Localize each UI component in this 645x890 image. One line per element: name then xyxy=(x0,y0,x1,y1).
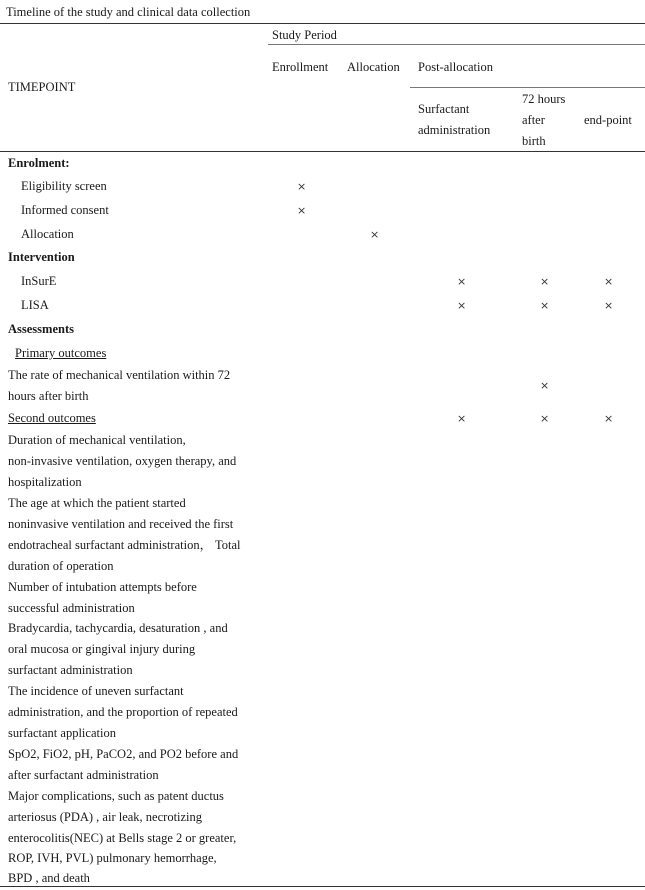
insure-72h-mark: × xyxy=(540,275,550,288)
secondary-outcome-line: arteriosus (PDA) , air leak, necrotizing xyxy=(8,810,203,824)
secondary-outcome-line: duration of operation xyxy=(8,559,114,573)
secondary-outcome-line: The incidence of uneven surfactant xyxy=(8,684,184,698)
lisa-72h-mark: × xyxy=(540,299,550,312)
lisa-label: LISA xyxy=(21,298,49,312)
allocation-header: Allocation xyxy=(347,60,400,74)
secondary-outcome-line: oral mucosa or gingival injury during xyxy=(8,642,196,656)
lisa-surfactant-mark: × xyxy=(457,299,467,312)
secondary-outcome-line: surfactant administration xyxy=(8,663,133,677)
primary-72h-mark: × xyxy=(540,379,550,392)
insure-label: InSurE xyxy=(21,274,57,288)
insure-endpoint-mark: × xyxy=(604,275,614,288)
secondary-outcome-line: Duration of mechanical ventilation, xyxy=(8,433,186,447)
study-period-header: Study Period xyxy=(272,28,337,42)
post-allocation-rule xyxy=(410,87,645,88)
lisa-endpoint-mark: × xyxy=(604,299,614,312)
consent-enrollment-mark: × xyxy=(297,204,307,217)
surfactant-header-line1: Surfactant xyxy=(418,102,470,116)
secondary-surfactant-mark: × xyxy=(457,412,467,425)
secondary-outcome-line: enterocolitis(NEC) at Bells stage 2 or greater, xyxy=(8,831,237,845)
informed-consent-label: Informed consent xyxy=(21,203,109,217)
primary-outcome-line: The rate of mechanical ventilation within 72 xyxy=(8,368,231,382)
assessments-section-title: Assessments xyxy=(8,322,74,336)
enrolment-section-title: Enrolment: xyxy=(8,156,70,170)
secondary-outcome-line: successful administration xyxy=(8,601,135,615)
secondary-outcome-line: ROP, IVH, PVL) pulmonary hemorrhage, xyxy=(8,851,217,865)
secondary-72h-mark: × xyxy=(540,412,550,425)
enrollment-header: Enrollment xyxy=(272,60,329,74)
secondary-outcome-line: noninvasive ventilation and received the first xyxy=(8,517,234,531)
secondary-outcome-line: after surfactant administration xyxy=(8,768,159,782)
allocation-allocation-mark: × xyxy=(370,228,380,241)
eligibility-screen-label: Eligibility screen xyxy=(21,179,107,193)
secondary-outcome-line: Number of intubation attempts before xyxy=(8,580,197,594)
secondary-outcome-line: endotracheal surfactant administration， Total xyxy=(8,538,241,552)
timepoint-header: TIMEPOINT xyxy=(8,80,76,94)
secondary-outcome-line: SpO2, FiO2, pH, PaCO2, and PO2 before and xyxy=(8,747,239,761)
secondary-outcome-line: surfactant application xyxy=(8,726,116,740)
secondary-outcome-line: hospitalization xyxy=(8,475,82,489)
allocation-row-label: Allocation xyxy=(21,227,74,241)
secondary-outcomes-title: Second outcomes xyxy=(8,411,96,425)
h72-header-line3: birth xyxy=(522,134,546,148)
primary-outcome-line: hours after birth xyxy=(8,389,89,403)
secondary-outcome-line: Bradycardia, tachycardia, desaturation , and xyxy=(8,621,228,635)
secondary-outcome-line: Major complications, such as patent ductus xyxy=(8,789,224,803)
study-period-rule xyxy=(268,44,645,45)
h72-header-line1: 72 hours xyxy=(522,92,566,106)
secondary-outcome-line: The age at which the patient started xyxy=(8,496,186,510)
bottom-rule xyxy=(0,886,645,887)
secondary-endpoint-mark: × xyxy=(604,412,614,425)
insure-surfactant-mark: × xyxy=(457,275,467,288)
primary-outcomes-title: Primary outcomes xyxy=(15,346,107,360)
secondary-outcome-line: non-invasive ventilation, oxygen therapy, and xyxy=(8,454,237,468)
eligibility-enrollment-mark: × xyxy=(297,180,307,193)
intervention-section-title: Intervention xyxy=(8,250,75,264)
secondary-outcome-line: administration, and the proportion of repeated xyxy=(8,705,238,719)
post-allocation-header: Post-allocation xyxy=(418,60,493,74)
table-caption: Timeline of the study and clinical data collection xyxy=(6,5,251,19)
h72-header-line2: after xyxy=(522,113,545,127)
top-rule xyxy=(0,23,645,24)
surfactant-header-line2: administration xyxy=(418,123,491,137)
secondary-outcome-line: BPD , and death xyxy=(8,871,90,885)
end-point-header: end-point xyxy=(584,113,632,127)
header-bottom-rule xyxy=(0,151,645,152)
